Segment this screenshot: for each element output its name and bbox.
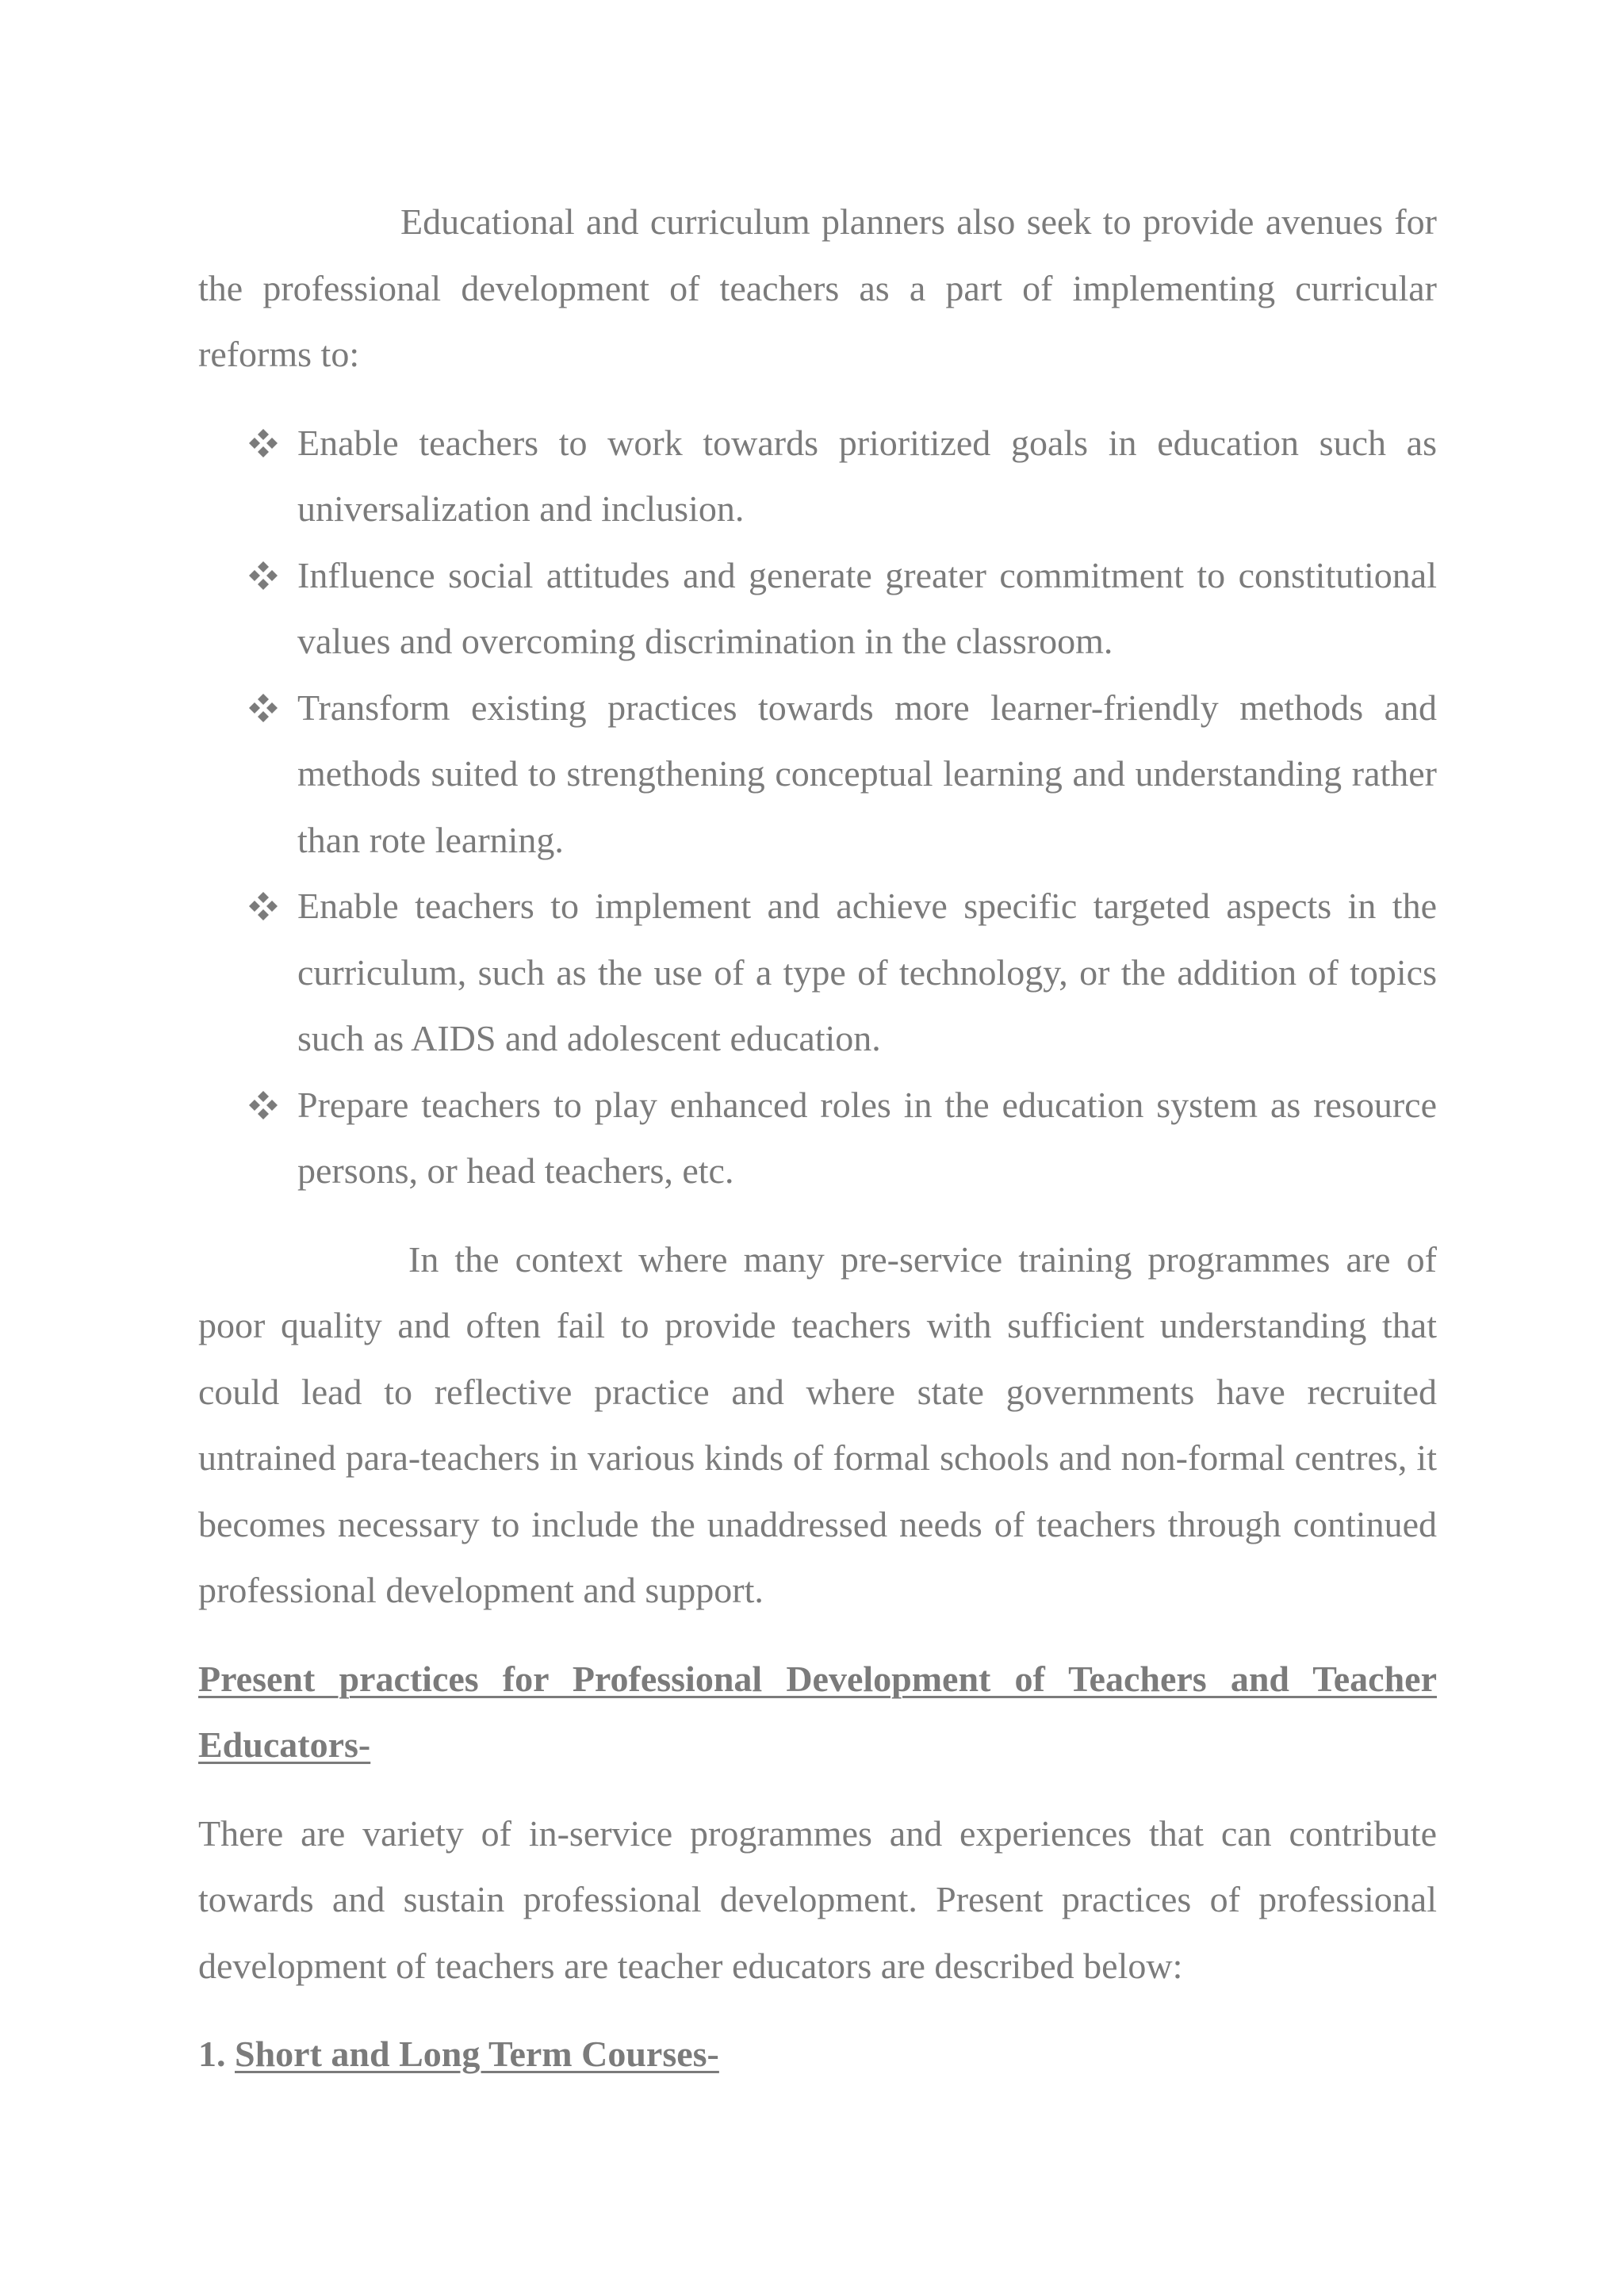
intro-paragraph: Educational and curriculum planners also seek to provide avenues for the professional development of teachers as a part of implementing curricular reforms to: — [198, 201, 1437, 374]
list-item — [198, 542, 1437, 675]
list-item-text: Influence social attitudes and generate greater commitment to constitutional values and overcoming discrimination in the classroom. — [297, 554, 1437, 661]
list-item — [198, 410, 1437, 542]
section-paragraph: There are variety of in-service programmes and experiences that can contribute towards and sustain professional development. Present practices of professional development of teachers are teacher educators are described below: — [198, 1812, 1437, 1986]
goals-list — [198, 410, 1437, 1204]
list-item-text: Prepare teachers to play enhanced roles in the education system as resource persons, or head teachers, etc. — [297, 1084, 1437, 1191]
section-heading: Present practices for Professional Development of Teachers and Teacher Educators- — [198, 1658, 1437, 1765]
diamond-bullet-icon — [247, 873, 279, 939]
diamond-bullet-icon — [247, 410, 279, 476]
list-item — [198, 873, 1437, 1072]
context-paragraph: In the context where many pre-service training programmes are of poor quality and often fail to provide teachers with sufficient understanding that could lead to reflective practice and where state governments have recruited untrained para-teachers in various kinds of formal schools and non-formal centres, it becomes necessary to include the unaddressed needs of teachers through continued professional development and support. — [198, 1238, 1437, 1610]
diamond-bullet-icon — [247, 675, 279, 741]
subheading-title: Short and Long Term Courses- — [235, 2034, 719, 2074]
list-item-text: Enable teachers to work towards prioritized goals in education such as universalization and inclusion. — [297, 422, 1437, 529]
list-item-text: Enable teachers to implement and achieve specific targeted aspects in the curriculum, such as the use of a type of technology, or the addition of topics such as AIDS and adolescent education. — [297, 886, 1437, 1058]
subheading-number: 1. — [198, 2034, 226, 2074]
subheading — [198, 2021, 1437, 2087]
diamond-bullet-icon — [247, 1072, 279, 1138]
list-item — [198, 1072, 1437, 1204]
list-item-text: Transform existing practices towards more learner-friendly methods and methods suited to strengthening conceptual learning and understanding rather than rote learning. — [297, 687, 1437, 860]
list-item — [198, 675, 1437, 874]
diamond-bullet-icon — [247, 542, 279, 609]
document-page — [198, 189, 1437, 2087]
